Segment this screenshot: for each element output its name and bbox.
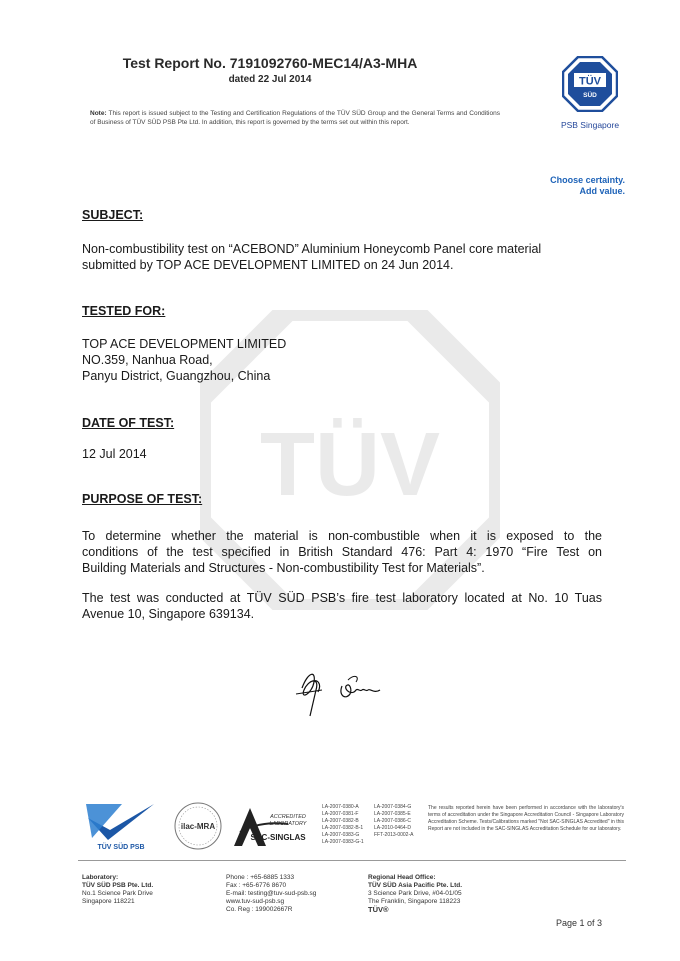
email: E-mail: testing@tuv-sud-psb.sg (226, 890, 317, 897)
purpose-line-1: To determine whether the material is non-combustible when it is exposed to the (82, 529, 602, 543)
tagline (520, 175, 625, 197)
code: LA-2010-0464-D (374, 825, 411, 831)
date-of-test-heading: DATE OF TEST: (82, 416, 175, 430)
code: LA-2007-0386-C (374, 818, 411, 824)
logo-caption: PSB Singapore (560, 120, 620, 130)
page-number: Page 1 of 3 (556, 918, 603, 928)
client-name: TOP ACE DEVELOPMENT LIMITED (82, 337, 287, 351)
lab-address-2: Singapore 118221 (82, 898, 135, 905)
purpose-line-3: Building Materials and Structures - Non-combustibility Test for Materials”. (82, 561, 485, 575)
rho-address-1: 3 Science Park Drive, #04-01/05 (368, 890, 462, 897)
accreditation-codes-col-1 (322, 804, 364, 846)
note-label: Note: (90, 110, 107, 117)
rho-address-2: The Franklin, Singapore 118223 (368, 898, 461, 905)
tuv-sud-psb-label: TÜV SÜD PSB (97, 844, 145, 851)
sac-singlas-label: SAC-SINGLAS (250, 833, 306, 842)
footer-contact (226, 874, 316, 914)
date-of-test-value: 12 Jul 2014 (82, 447, 147, 461)
purpose-paragraph-2 (82, 590, 602, 622)
accreditation-note: The results reported herein have been performed in accordance with the laboratory's terms of accreditation under the Singapore Accreditation Council - Singapore Laboratory Accreditation Scheme. Tests/Calibrations marked "Not SAC-SINGLAS Accredited" in this Report are not included in the SAC-SINGLAS Accreditation Schedule for our laboratory. (428, 805, 624, 832)
code: FFT-2013-0002-A (374, 832, 414, 838)
subject-text (82, 241, 602, 273)
code: LA-2007-0380-A (322, 804, 359, 810)
accreditation-codes-col-2 (374, 804, 413, 839)
code: LA-2007-0383-G-1 (322, 839, 364, 845)
tagline-line-1: Choose certainty. (550, 175, 625, 185)
ilac-sac-singlas-logo (170, 796, 320, 854)
subject-heading: SUBJECT: (82, 208, 144, 222)
code: LA-2007-0382-B-1 (322, 825, 364, 831)
phone: Phone : +65-6885 1333 (226, 874, 295, 881)
tagline-line-2: Add value. (579, 186, 625, 196)
purpose-paragraph-1 (82, 528, 602, 576)
tuv-sud-logo (562, 56, 618, 112)
rho-label: Regional Head Office: (368, 874, 436, 881)
purpose-heading: PURPOSE OF TEST: (82, 492, 203, 506)
footer-laboratory (82, 874, 153, 906)
fax: Fax : +65-6776 8670 (226, 882, 287, 889)
logo-bottom-text: SÜD (583, 92, 597, 99)
tested-for-heading: TESTED FOR: (82, 304, 166, 318)
logo-top-text: TÜV (579, 75, 601, 88)
code: LA-2007-0385-E (374, 811, 411, 817)
code: LA-2007-0382-B (322, 818, 359, 824)
report-date: dated 22 Jul 2014 (228, 74, 312, 85)
lab-name: TÜV SÜD PSB Pte. Ltd. (82, 882, 154, 889)
sac-line-2: LABORATORY (269, 821, 307, 827)
lab-label: Laboratory: (82, 874, 119, 881)
footer-divider (78, 860, 626, 861)
report-title: Test Report No. 7191092760-MEC14/A3-MHA (122, 55, 418, 71)
subject-line-1: Non-combustibility test on “ACEBOND” Aluminium Honeycomb Panel core material (82, 242, 542, 256)
svg-text:TÜV: TÜV (260, 415, 440, 515)
code: LA-2007-0384-G (374, 804, 412, 810)
rho-name: TÜV SÜD Asia Pacific Pte. Ltd. (368, 882, 463, 889)
tuv-mark: TÜV® (368, 905, 389, 914)
signature (290, 660, 410, 720)
report-note (90, 110, 500, 127)
code: LA-2007-0381-F (322, 811, 359, 817)
website: www.tuv-sud-psb.sg (226, 898, 285, 905)
purpose-line-4: The test was conducted at TÜV SÜD PSB’s fire test laboratory located at No. 10 Tuas (82, 591, 602, 605)
lab-address-1: No.1 Science Park Drive (82, 890, 153, 897)
footer-regional-office (368, 874, 462, 914)
client-address-line-2: Panyu District, Guangzhou, China (82, 369, 271, 383)
ilac-label: ilac-MRA (180, 822, 216, 831)
code: LA-2007-0383-G (322, 832, 360, 838)
sac-line-1: ACCREDITED (270, 814, 306, 820)
subject-line-2: submitted by TOP ACE DEVELOPMENT LIMITED on 24 Jun 2014. (82, 258, 454, 272)
company-reg: Co. Reg : 199002667R (226, 906, 293, 913)
client-address-line-1: NO.359, Nanhua Road, (82, 353, 213, 367)
tested-for-address (82, 336, 602, 384)
note-text: This report is issued subject to the Testing and Certification Regulations of the TÜV SÜD Group and the General Terms and Conditions of Business of TÜV SÜD PSB Pte Ltd. In addition, this report is governed by the terms set out within this report. (90, 110, 500, 126)
purpose-line-2: conditions of the test specified in British Standard 476: Part 4: 1970 “Fire Test on (82, 545, 602, 559)
purpose-line-5: Avenue 10, Singapore 639134. (82, 607, 255, 621)
